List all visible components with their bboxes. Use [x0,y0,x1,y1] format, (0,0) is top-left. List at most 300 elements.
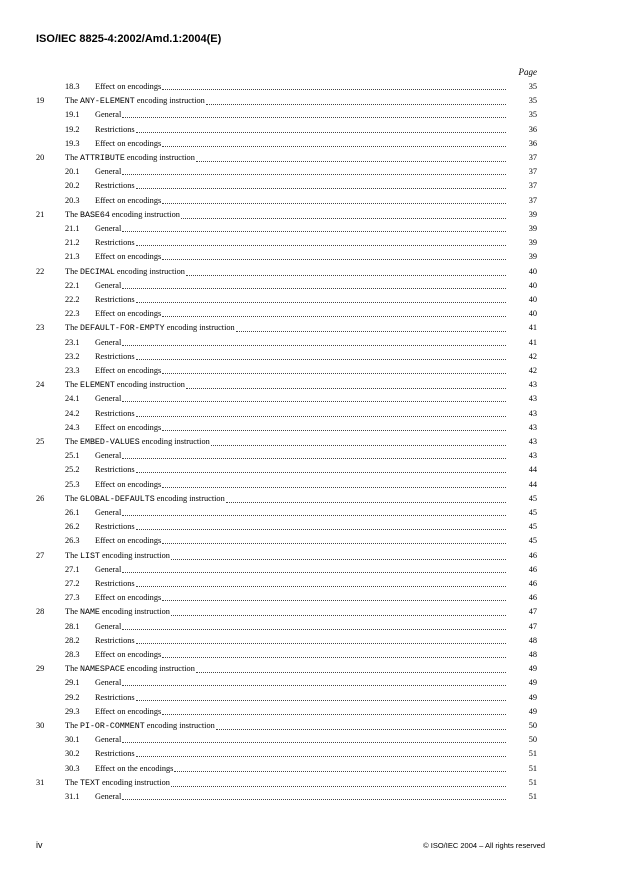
toc-title-suffix: encoding instruction [109,209,180,219]
toc-entry-title [65,137,161,150]
toc-subclause-title: General [95,735,122,745]
toc-entry-title [65,94,205,108]
toc-page-number: 39 [528,238,537,248]
toc-entry [65,747,507,760]
toc-subclause-number: 27.1 [65,564,80,574]
toc-entry [65,265,507,279]
toc-entry-title [65,123,135,136]
toc-page-number: 36 [528,138,537,148]
toc-subclause-row[interactable] [0,705,619,718]
toc-page-number: 41 [528,323,537,333]
toc-page-number: 43 [528,422,537,432]
toc-subclause-title: Effect on encodings [95,138,162,148]
toc-clause-number: 28 [36,607,45,617]
toc-subclause-number: 23.1 [65,337,80,347]
toc-entry [65,279,507,292]
toc-page-number: 45 [528,536,537,546]
toc-instruction-name: NAMESPACE [79,665,125,675]
toc-entry-title [65,620,121,633]
toc-subclause-row[interactable] [0,463,619,476]
toc-entry-title [65,293,135,306]
toc-subclause-row[interactable] [0,534,619,547]
toc-page-number: 37 [528,181,537,191]
toc-subclause-number: 24.2 [65,408,80,418]
toc-entry-title [65,733,121,746]
toc-entry [65,350,507,363]
toc-dot-leader [136,244,506,246]
toc-entry [65,421,507,434]
toc-subclause-row[interactable] [0,123,619,136]
toc-subclause-row[interactable] [0,733,619,746]
toc-subclause-number: 19.1 [65,110,80,120]
toc-clause-row[interactable] [0,151,619,164]
toc-subclause-row[interactable] [0,350,619,363]
toc-clause-number: 22 [36,266,45,276]
toc-entry-title [65,719,215,733]
toc-entry [65,492,507,506]
toc-title-prefix: The [65,153,80,162]
toc-subclause-row[interactable] [0,108,619,121]
toc-page-number: 43 [528,437,537,446]
toc-dot-leader [122,628,506,630]
toc-entry [65,392,507,405]
toc-subclause-row[interactable] [0,364,619,377]
toc-entry [65,123,507,136]
toc-subclause-title: Restrictions [95,124,135,134]
toc-title-suffix: encoding instruction [134,96,205,106]
toc-subclause-number: 22.1 [65,280,80,290]
toc-page-number: 39 [528,224,537,233]
toc-subclause-title: Restrictions [95,181,135,191]
toc-subclause-number: 31.1 [65,792,80,801]
toc-entry-title [65,790,121,803]
toc-subclause-row[interactable] [0,421,619,434]
toc-subclause-title: Effect on encodings [95,309,162,319]
toc-subclause-title: General [95,678,122,688]
toc-entry-title [65,634,135,647]
toc-page-number: 37 [528,195,537,205]
toc-clause-row[interactable] [0,94,619,107]
toc-dot-leader [122,116,506,118]
toc-entry [65,691,507,704]
toc-entry-title [65,321,235,335]
toc-dot-leader [174,770,506,772]
toc-entry-title [65,591,161,604]
toc-clause-row[interactable] [0,719,619,732]
toc-entry [65,520,507,533]
toc-entry [65,108,507,121]
toc-entry-title [65,478,161,491]
toc-clause-number: 26 [36,493,45,503]
footer-page-number: iv [36,840,43,850]
toc-subclause-row[interactable] [0,506,619,519]
toc-subclause-number: 25.3 [65,479,80,489]
toc-subclause-number: 20.3 [65,195,80,205]
toc-subclause-number: 29.1 [65,678,80,688]
toc-entry [65,563,507,576]
toc-subclause-number: 30.1 [65,735,80,745]
toc-entry-title [65,179,135,192]
toc-dot-leader [226,501,506,503]
toc-title-prefix: The [65,607,80,617]
toc-dot-leader [206,103,506,105]
toc-entry [65,634,507,647]
toc-subclause-number: 25.1 [65,451,80,461]
toc-subclause-number: 27.3 [65,593,80,603]
toc-clause-number: 23 [36,323,45,333]
toc-entry [65,194,507,207]
toc-entry [65,236,507,249]
toc-instruction-name: GLOBAL-DEFAULTS [79,494,155,504]
toc-clause-row[interactable] [0,265,619,278]
toc-subclause-title: General [95,337,122,347]
toc-clause-number: 31 [36,777,45,787]
toc-entry-title [65,463,135,476]
toc-instruction-name: LIST [79,551,100,561]
toc-entry [65,321,507,335]
toc-entry-title [65,80,161,93]
toc-entry-title [65,563,121,576]
toc-dot-leader [216,728,506,730]
toc-subclause-row[interactable] [0,634,619,647]
toc-clause-number: 20 [36,153,45,162]
toc-dot-leader [171,558,506,560]
toc-subclause-row[interactable] [0,236,619,249]
toc-entry-title [65,165,121,178]
toc-page-number: 40 [528,280,537,290]
toc-clause-number: 21 [36,209,45,219]
toc-dot-leader [122,173,506,175]
toc-subclause-row[interactable] [0,648,619,661]
toc-page-number: 47 [528,607,537,617]
toc-page-number: 48 [528,635,537,645]
toc-entry [65,591,507,604]
toc-entry [65,80,507,93]
toc-subclause-number: 24.1 [65,394,80,404]
toc-dot-leader [162,599,506,601]
footer-copyright: © ISO/IEC 2004 – All rights reserved [423,841,545,850]
toc-subclause-title: General [95,508,122,517]
toc-entry-title [65,151,195,165]
toc-clause-number: 19 [36,96,45,106]
toc-page-number: 45 [528,493,537,503]
toc-dot-leader [196,160,506,162]
toc-subclause-number: 21.1 [65,224,80,233]
toc-clause-row[interactable] [0,605,619,618]
toc-dot-leader [162,372,506,374]
toc-entry [65,534,507,547]
toc-subclause-number: 22.2 [65,295,80,304]
toc-title-prefix: The [65,550,80,560]
toc-entry [65,478,507,491]
toc-subclause-title: Restrictions [95,635,135,645]
toc-subclause-row[interactable] [0,222,619,235]
toc-entry-title [65,762,173,775]
toc-subclause-number: 19.3 [65,138,80,148]
toc-title-prefix: The [65,493,80,503]
toc-subclause-row[interactable] [0,336,619,349]
toc-entry [65,676,507,689]
toc-page-number: 46 [528,593,537,603]
toc-title-suffix: encoding instruction [99,777,170,787]
toc-subclause-row[interactable] [0,307,619,320]
toc-title-prefix: The [65,266,80,276]
toc-title-suffix: encoding instruction [164,323,235,333]
toc-subclause-row[interactable] [0,293,619,306]
toc-entry [65,179,507,192]
toc-entry-title [65,336,121,349]
toc-dot-leader [136,528,506,530]
toc-title-prefix: The [65,777,80,787]
toc-subclause-number: 18.3 [65,82,80,91]
toc-subclause-title: Restrictions [95,408,135,418]
toc-instruction-name: DEFAULT-FOR-EMPTY [79,324,165,334]
toc-subclause-row[interactable] [0,407,619,420]
toc-entry-title [65,108,121,121]
toc-page-number: 40 [528,295,537,304]
toc-subclause-title: General [95,792,122,801]
toc-page-number: 45 [528,508,537,517]
toc-entry [65,449,507,462]
toc-subclause-row[interactable] [0,691,619,704]
toc-subclause-row[interactable] [0,676,619,689]
toc-subclause-row[interactable] [0,449,619,462]
toc-subclause-number: 28.2 [65,635,80,645]
toc-title-prefix: The [65,721,80,730]
toc-page-number: 39 [528,252,537,262]
toc-subclause-number: 26.3 [65,536,80,546]
toc-dot-leader [162,429,506,431]
toc-clause-row[interactable] [0,549,619,562]
toc-page-number: 51 [528,763,537,773]
toc-dot-leader [162,145,506,147]
toc-entry-title [65,691,135,704]
toc-dot-leader [136,471,506,473]
toc-dot-leader [136,699,506,701]
toc-entry [65,407,507,420]
toc-subclause-row[interactable] [0,250,619,263]
toc-dot-leader [122,400,506,402]
toc-subclause-row[interactable] [0,478,619,491]
toc-page-number: 46 [528,579,537,588]
toc-entry [65,307,507,320]
toc-subclause-number: 24.3 [65,422,80,432]
toc-entry-title [65,208,180,222]
toc-clause-number: 29 [36,664,45,674]
toc-dot-leader [162,656,506,658]
toc-page-number: 49 [528,664,537,674]
toc-subclause-row[interactable] [0,563,619,576]
toc-subclause-number: 26.1 [65,508,80,517]
toc-subclause-title: General [95,167,122,177]
toc-title-prefix: The [65,664,80,674]
toc-subclause-number: 23.3 [65,366,80,375]
toc-title-suffix: encoding instruction [124,153,195,162]
toc-dot-leader [122,287,506,289]
toc-entry-title [65,407,135,420]
toc-dot-leader [171,614,506,616]
toc-entry-title [65,506,121,519]
toc-dot-leader [136,301,506,303]
toc-entry [65,605,507,619]
toc-entry [65,250,507,263]
toc-entry [65,648,507,661]
toc-entry [65,293,507,306]
toc-entry-title [65,378,185,392]
toc-subclause-row[interactable] [0,194,619,207]
toc-subclause-title: Effect on encodings [95,593,162,603]
toc-page-number: 36 [528,124,537,134]
toc-subclause-row[interactable] [0,577,619,590]
toc-clause-number: 30 [36,721,45,730]
toc-subclause-title: Effect on the encodings [95,763,174,773]
toc-instruction-name: TEXT [79,778,100,788]
toc-dot-leader [162,202,506,204]
toc-dot-leader [122,230,506,232]
toc-page-number: 40 [528,266,537,276]
toc-title-suffix: encoding instruction [114,266,185,276]
toc-subclause-row[interactable] [0,520,619,533]
toc-dot-leader [162,486,506,488]
toc-page-number: 44 [528,479,537,489]
toc-entry [65,762,507,775]
toc-title-prefix: The [65,380,80,390]
toc-subclause-title: Effect on encodings [95,422,162,432]
toc-subclause-title: General [95,394,122,404]
toc-page-number: 51 [528,777,537,787]
toc-dot-leader [162,315,506,317]
toc-dot-leader [122,798,506,800]
toc-subclause-number: 28.3 [65,650,80,659]
toc-title-prefix: The [65,209,80,219]
toc-dot-leader [186,274,506,276]
toc-subclause-row[interactable] [0,165,619,178]
toc-subclause-title: Restrictions [95,692,135,702]
toc-clause-row[interactable] [0,776,619,789]
toc-subclause-row[interactable] [0,591,619,604]
toc-page-number: 49 [528,678,537,688]
toc-subclause-number: 19.2 [65,124,80,134]
toc-clause-number: 25 [36,437,45,446]
toc-entry-title [65,222,121,235]
toc-dot-leader [162,258,506,260]
toc-clause-number: 27 [36,550,45,560]
toc-entry [65,790,507,803]
toc-instruction-name: NAME [79,608,100,618]
toc-page-number: 50 [528,721,537,730]
toc-page-number: 51 [528,749,537,759]
toc-subclause-row[interactable] [0,80,619,93]
toc-clause-row[interactable] [0,662,619,675]
toc-page-number: 37 [528,167,537,177]
toc-entry [65,151,507,165]
toc-entry [65,577,507,590]
toc-instruction-name: EMBED-VALUES [79,438,140,447]
toc-instruction-name: ELEMENT [79,381,115,391]
toc-subclause-number: 26.2 [65,522,80,532]
toc-clause-row[interactable] [0,378,619,391]
toc-entry [65,435,507,449]
toc-subclause-row[interactable] [0,279,619,292]
toc-subclause-row[interactable] [0,762,619,775]
toc-dot-leader [136,358,506,360]
toc-subclause-title: Effect on encodings [95,650,162,659]
toc-entry [65,364,507,377]
toc-title-suffix: encoding instruction [114,380,185,390]
toc-subclause-row[interactable] [0,137,619,150]
toc-page-number: 40 [528,309,537,319]
toc-subclause-number: 30.3 [65,763,80,773]
toc-subclause-title: General [95,224,122,233]
toc-subclause-row[interactable] [0,790,619,803]
toc-subclause-title: Effect on encodings [95,82,162,91]
toc-page-number: 35 [528,82,537,91]
toc-entry-title [65,307,161,320]
toc-entry-title [65,648,161,661]
toc-entry [65,549,507,563]
toc-dot-leader [122,741,506,743]
toc-subclause-row[interactable] [0,179,619,192]
page-column-label: Page [518,67,537,77]
toc-dot-leader [186,387,506,389]
toc-entry-title [65,534,161,547]
toc-subclause-row[interactable] [0,620,619,633]
toc-page-number: 41 [528,337,537,347]
toc-subclause-title: General [95,110,122,120]
toc-entry-title [65,194,161,207]
toc-entry-title [65,776,170,790]
toc-clause-row[interactable] [0,435,619,448]
toc-dot-leader [122,514,506,516]
toc-title-suffix: encoding instruction [154,493,225,503]
toc-subclause-title: Effect on encodings [95,479,162,489]
toc-entry [65,94,507,108]
toc-dot-leader [136,585,506,587]
toc-subclause-title: Restrictions [95,522,135,532]
toc-subclause-title: General [95,621,122,631]
toc-clause-row[interactable] [0,492,619,505]
toc-title-suffix: encoding instruction [124,664,195,674]
toc-entry-title [65,577,135,590]
toc-entry [65,137,507,150]
toc-subclause-title: Effect on encodings [95,366,162,375]
toc-instruction-name: PI-OR-COMMENT [79,722,145,731]
toc-subclause-title: Effect on encodings [95,195,162,205]
toc-dot-leader [136,187,506,189]
toc-entry [65,776,507,790]
toc-instruction-name: BASE64 [79,210,110,220]
toc-entry [65,733,507,746]
toc-subclause-row[interactable] [0,392,619,405]
toc-subclause-number: 25.2 [65,465,80,475]
toc-entry [65,222,507,235]
toc-dot-leader [136,755,506,757]
toc-page-number: 50 [528,735,537,745]
toc-dot-leader [122,571,506,573]
toc-dot-leader [122,344,506,346]
toc-entry [65,463,507,476]
toc-dot-leader [136,131,506,133]
toc-clause-row[interactable] [0,208,619,221]
toc-entry [65,208,507,222]
toc-clause-row[interactable] [0,321,619,334]
toc-subclause-row[interactable] [0,747,619,760]
toc-subclause-title: General [95,451,122,461]
toc-dot-leader [122,457,506,459]
toc-dot-leader [196,671,506,673]
document-header: ISO/IEC 8825-4:2002/Amd.1:2004(E) [36,33,222,45]
toc-dot-leader [236,330,506,332]
